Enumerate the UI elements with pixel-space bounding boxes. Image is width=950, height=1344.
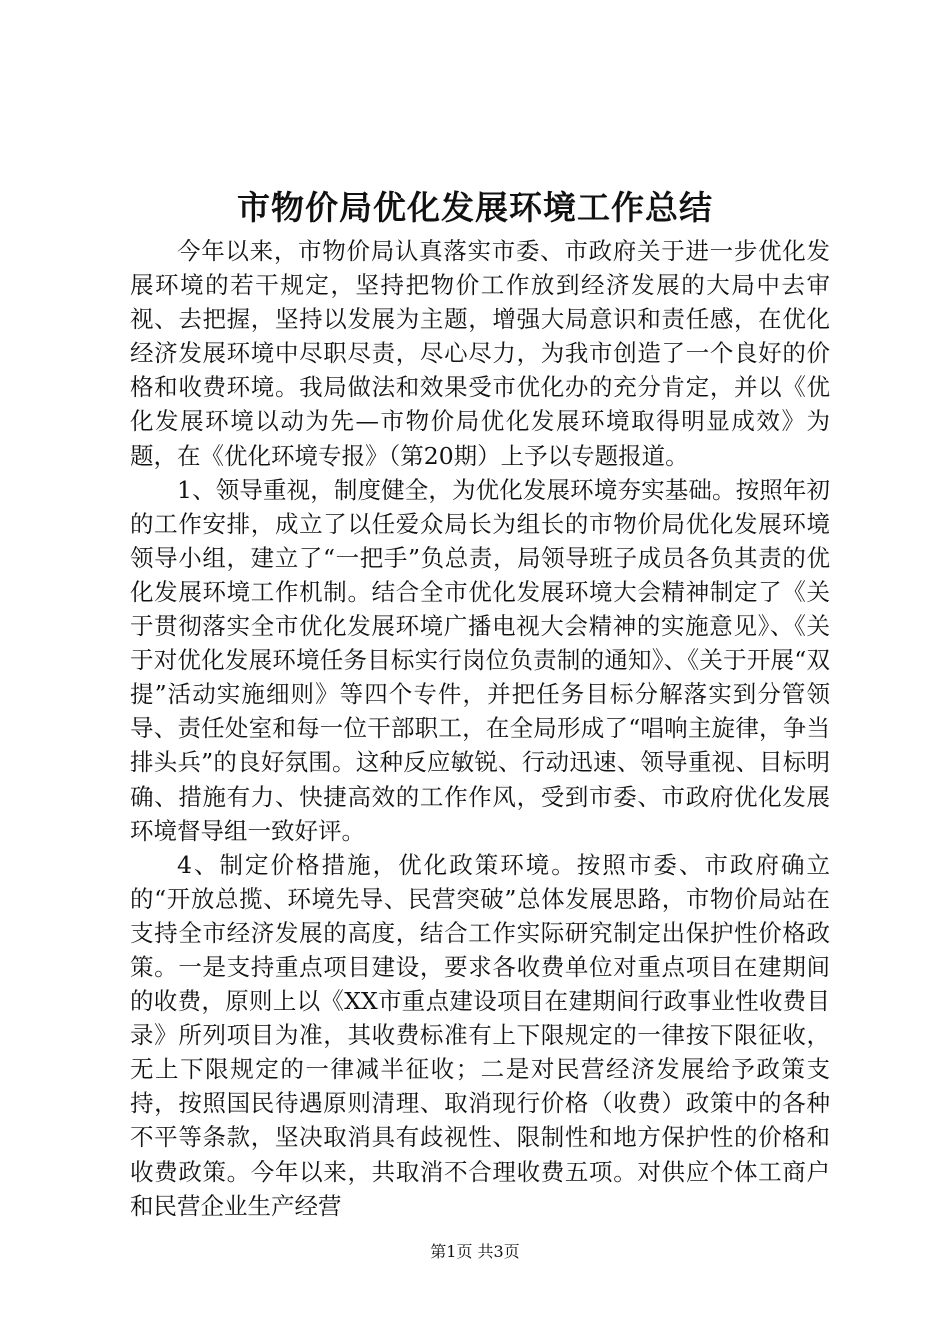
document-title: 市物价局优化发展环境工作总结 [237,188,713,227]
paragraph-section-4: 4、制定价格措施，优化政策环境。按照市委、市政府确立的“开放总揽、环境先导、民营突破”总体发展思路，市物价局站在支持全市经济发展的高度，结合工作实际研究制定出保护性价格政策。一是支持重点项目建设，要求各收费单位对重点项目在建期间的收费，原则上以《XX市重点建设项目在建期间行政事业性收费目录》所列项目为准，其收费标准有上下限规定的一律按下限征收，无上下限规定的一律减半征收；二是对民营经济发展给予政策支持，按照国民待遇原则清理、取消现行价格（收费）政策中的各种不平等条款，坚决取消具有歧视性、限制性和地方保护性的价格和收费政策。今年以来，共取消不合理收费五项。对供应个体工商户和民营企业生产经营 [130,850,830,1220]
page-footer: 第1页 共3页 [430,1242,520,1261]
document-body [130,234,830,1223]
paragraph-intro: 今年以来，市物价局认真落实市委、市政府关于进一步优化发展环境的若干规定，坚持把物价工作放到经济发展的大局中去审视、去把握，坚持以发展为主题，增强大局意识和责任感，在优化经济发展环境中尽职尽责，尽心尽力，为我市创造了一个良好的价格和收费环境。我局做法和效果受市优化办的充分肯定，并以《优化发展环境以动为先—市物价局优化发展环境取得明显成效》为题，在《优化环境专报》（第20期）上予以专题报道。 [130,237,830,470]
paragraph-section-1: 1、领导重视，制度健全，为优化发展环境夯实基础。按照年初的工作安排，成立了以任爱众局长为组长的市物价局优化发展环境领导小组，建立了“一把手”负总责，局领导班子成员各负其责的优化发展环境工作机制。结合全市优化发展环境大会精神制定了《关于贯彻落实全市优化发展环境广播电视大会精神的实施意见》、《关于对优化发展环境任务目标实行岗位负责制的通知》、《关于开展“双提”活动实施细则》等四个专件，并把任务目标分解落实到分管领导、责任处室和每一位干部职工，在全局形成了“唱响主旋律，争当排头兵”的良好氛围。这种反应敏锐、行动迅速、领导重视、目标明确、措施有力、快捷高效的工作作风，受到市委、市政府优化发展环境督导组一致好评。 [130,475,830,845]
